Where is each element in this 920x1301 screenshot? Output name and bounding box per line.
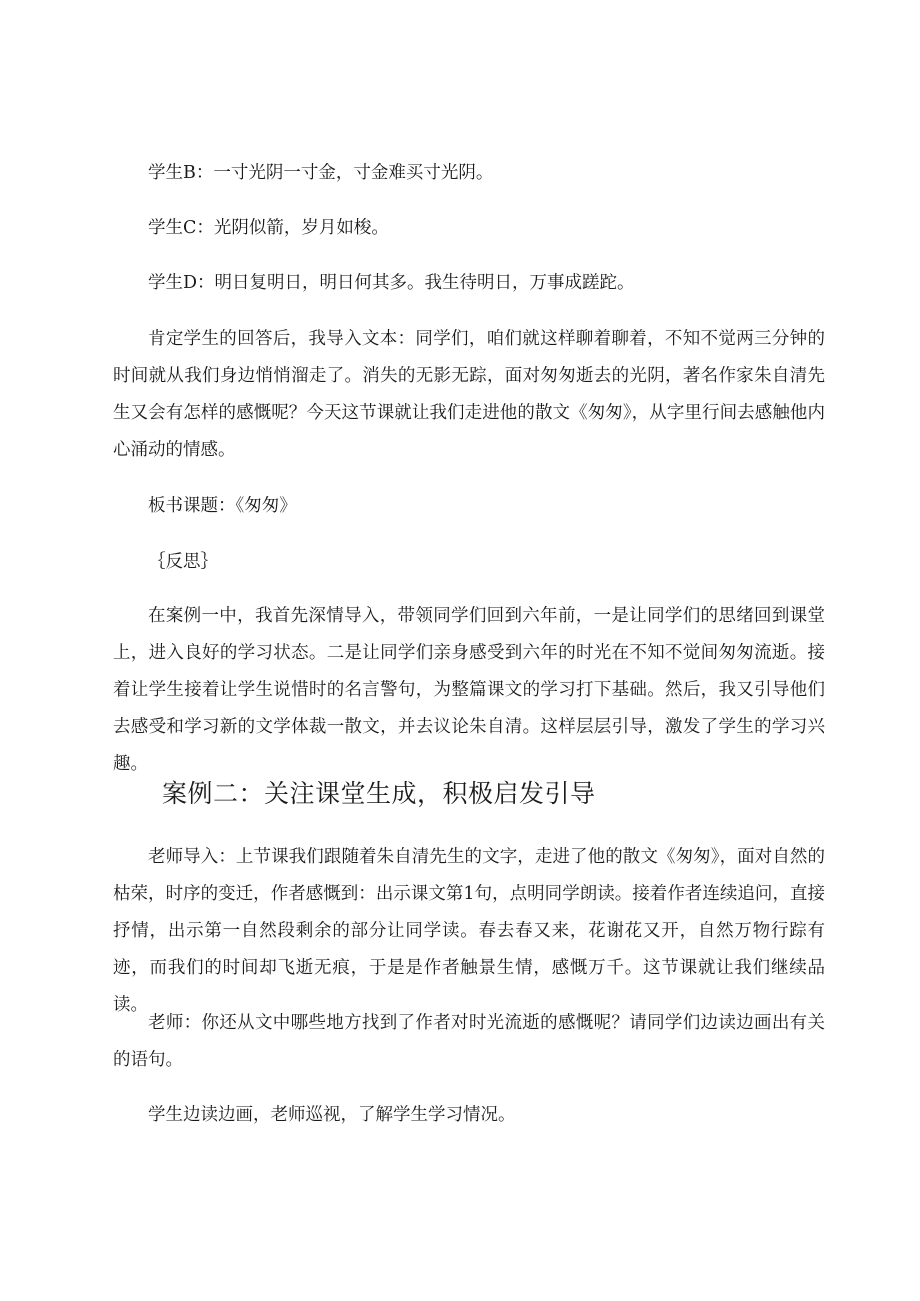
paragraph-teacher-question: 老师：你还从文中哪些地方找到了作者对时光流逝的感慨呢？请同学们边读边画出有关的语句。 xyxy=(113,1013,825,1070)
paragraph-student-b: 学生B：一寸光阴一寸金，寸金难买寸光阴。 xyxy=(148,163,494,183)
section-heading-case-two: 案例二：关注课堂生成，积极启发引导 xyxy=(162,779,596,808)
paragraph-students-reading: 学生边读边画，老师巡视，了解学生学习情况。 xyxy=(148,1105,516,1125)
paragraph-reflection-body: 在案例一中，我首先深情导入，带领同学们回到六年前，一是让同学们的思绪回到课堂上，进入良好的学习状态。二是让同学们亲身感受到六年的时光在不知不觉间匆匆流逝。接着让学生接着让学生说惜时的名言警句，为整篇课文的学习打下基础。然后，我又引导他们去感受和学习新的文学体裁一散文，并去议论朱自清。这样层层引导，激发了学生的学习兴趣。 xyxy=(113,606,825,774)
paragraph-student-c: 学生C：光阴似箭，岁月如梭。 xyxy=(148,218,389,238)
paragraph-reflection-label: ｛反思｝ xyxy=(148,552,218,572)
paragraph-introduction: 肯定学生的回答后，我导入文本：同学们，咱们就这样聊着聊着，不知不觉两三分钟的时间就从我们身边悄悄溜走了。消失的无影无踪，面对匆匆逝去的光阴，著名作家朱自清先生又会有怎样的感慨呢？今天这节课就让我们走进他的散文《匆匆》，从字里行间去感触他内心涌动的情感。 xyxy=(113,329,825,460)
paragraph-board-title: 板书课题：《匆匆》 xyxy=(148,496,297,516)
paragraph-teacher-intro: 老师导入：上节课我们跟随着朱自清先生的文字，走进了他的散文《匆匆》，面对自然的枯荣，时序的变迁，作者感慨到：出示课文第1句，点明同学朗读。接着作者连续追问，直接抒情，出示第一自然段剩余的部分让同学读。春去春又来，花谢花又开，自然万物行踪有迹，而我们的时间却飞逝无痕，于是是作者触景生情，感慨万千。这节课就让我们继续品读。 xyxy=(113,847,825,1015)
paragraph-student-d: 学生D：明日复明日，明日何其多。我生待明日，万事成蹉跎。 xyxy=(148,273,635,293)
